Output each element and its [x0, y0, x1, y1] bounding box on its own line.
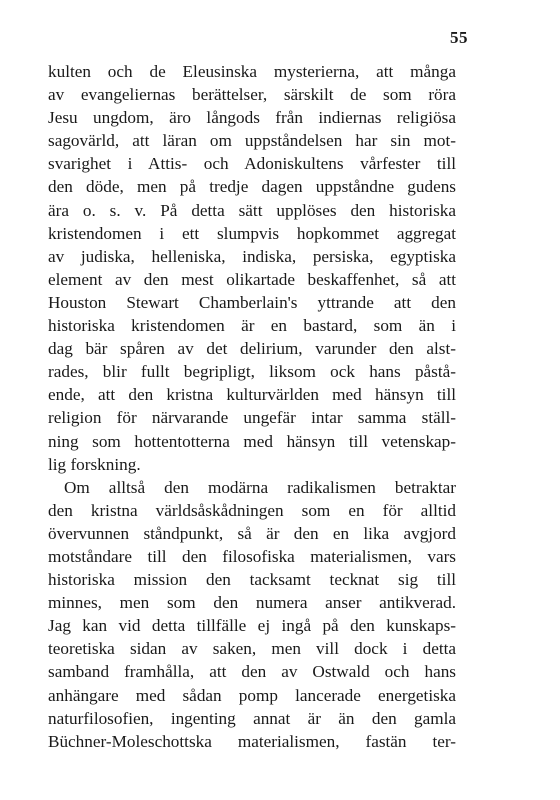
text-line: motståndare till den filosofiska materialismen, vars — [48, 546, 456, 566]
text-line: av evangeliernas berättelser, särskilt de som röra — [48, 85, 456, 105]
text-line: minnes, men som den numera anser antikverad. — [48, 593, 456, 613]
text-line: Büchner-Moleschottska materialismen, fastän ter- — [48, 731, 456, 751]
text-line: ende, att den kristna kulturvärlden med hänsyn till — [48, 385, 456, 405]
text-line: dag bär spåren av det delirium, varunder den alst- — [48, 339, 456, 359]
paragraph-end-line: lig forskning. — [48, 454, 141, 474]
text-line: av judiska, helleniska, indiska, persiska, egyptiska — [48, 246, 456, 266]
text-line: Houston Stewart Chamberlain's yttrande att den — [48, 292, 456, 312]
text-line: sagovärld, att läran om uppståndelsen har sin mot- — [48, 131, 456, 151]
text-line: element av den mest olikartade beskaffenhet, så att — [48, 269, 456, 289]
text-line: Jag kan vid detta tillfälle ej ingå på den kunskaps- — [48, 616, 456, 636]
text-line: Jesu ungdom, äro långods från indiernas religiösa — [48, 108, 456, 128]
text-line: den döde, men på tredje dagen uppståndne gudens — [48, 177, 456, 197]
text-line: anhängare med sådan pomp lancerade energetiska — [48, 685, 456, 705]
body-text — [48, 60, 456, 753]
text-line: ära o. s. v. På detta sätt upplöses den historiska — [48, 200, 456, 220]
text-line: övervunnen ståndpunkt, så är den en lika avgjord — [48, 523, 456, 543]
text-line: rades, blir fullt begripligt, liksom ock hans påstå- — [48, 362, 456, 382]
text-line: religion för närvarande ungefär intar samma ställ- — [48, 408, 456, 428]
text-line: historiska mission den tacksamt tecknat sig till — [48, 570, 456, 590]
text-line: teoretiska sidan av saken, men vill dock i detta — [48, 639, 456, 659]
text-line: svarighet i Attis- och Adoniskultens vårfester till — [48, 154, 456, 174]
page-number: 55 — [450, 28, 468, 47]
text-line: naturfilosofien, ingenting annat är än den gamla — [48, 708, 456, 728]
text-line: samband framhålla, att den av Ostwald och hans — [48, 662, 456, 682]
paragraph-start-line: Om alltså den modärna radikalismen betraktar — [64, 477, 456, 497]
text-line: historiska kristendomen är en bastard, som än i — [48, 316, 456, 336]
text-line: ning som hottentotterna med hänsyn till vetenskap- — [48, 431, 456, 451]
text-line: kulten och de Eleusinska mysterierna, att många — [48, 62, 456, 81]
text-line: kristendomen i ett slumpvis hopkommet aggregat — [48, 223, 456, 243]
text-line: den kristna världsåskådningen som en för alltid — [48, 500, 456, 520]
